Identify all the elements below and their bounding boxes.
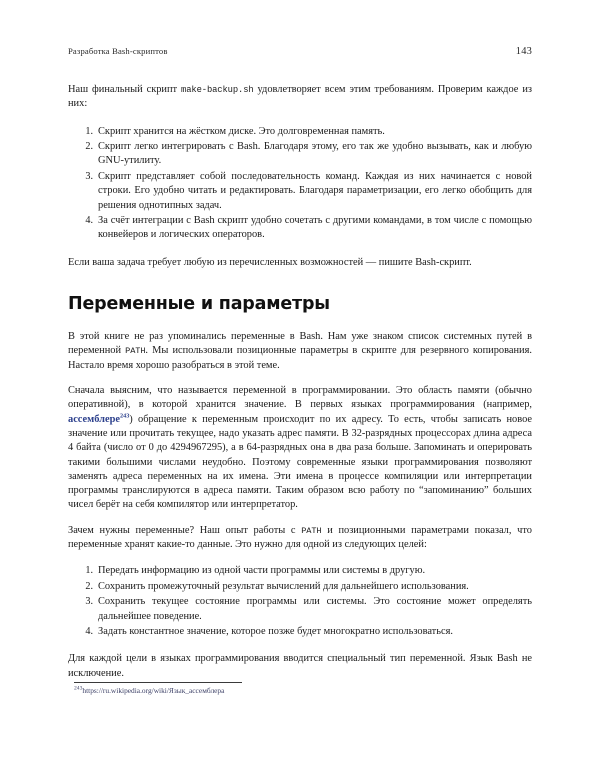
paragraph-path [68, 330, 532, 373]
paragraph-path-part2: . Мы использовали позиционные параметры в скрипте для резервного копирования. Настало время хорошо разобраться в этой теме. [68, 345, 532, 371]
footnote-divider [74, 682, 242, 683]
list-item: Передать информацию из одной части программы или системы в другую. [98, 565, 426, 577]
running-head [68, 46, 532, 57]
list-item: Скрипт хранится на жёстком диске. Это долговременная память. [98, 125, 385, 137]
script-filename-code: make-backup.sh [181, 85, 254, 95]
list-item: Сохранить текущее состояние программы или системы. Это состояние может определять дальнейшее поведение. [98, 596, 532, 622]
paragraph-why-part1: Зачем нужны переменные? Наш опыт работы с [68, 524, 302, 536]
list-item: За счёт интеграции с Bash скрипт удобно сочетать с другими командами, в том числе с помощью конвейеров и логических операторов. [98, 215, 532, 241]
path-variable-code-2: PATH [301, 525, 322, 536]
section-heading: Переменные и параметры [68, 294, 330, 315]
paragraph-variable-definition [68, 384, 532, 513]
assembler-link[interactable]: ассемблере [68, 413, 121, 425]
footnote-area [68, 682, 532, 696]
paragraph-why-variables [68, 524, 532, 553]
intro-text-before: Наш финальный скрипт [68, 84, 182, 95]
paragraph-path-part1: В этой книге не раз упоминались переменные в Bash. Нам уже знаком список системных путей в переменной [68, 331, 532, 357]
footnote-number: 243 [74, 685, 83, 692]
page-number: 143 [515, 46, 532, 57]
footnote-url-link[interactable]: https://ru.wikipedia.org/wiki/Язык_ассемблера [82, 686, 225, 695]
paragraph-variable-part1: Сначала выясним, что называется переменной в программировании. Это область памяти (обычно оперативной), в которой хранится значение. В первых языках программирования (например, [68, 385, 532, 411]
page-content [68, 46, 532, 692]
after-list-paragraph: Если ваша задача требует любую из перечисленных возможностей — пишите Bash-скрипт. [68, 256, 472, 268]
list-item: Скрипт легко интегрировать с Bash. Благодаря этому, его так же удобно вызывать, как и любую GNU-утилиту. [98, 141, 532, 167]
path-variable-code: PATH [125, 346, 146, 357]
list-item: Сохранить промежуточный результат вычислений для дальнейшего использования. [98, 580, 469, 592]
closing-paragraph: Для каждой цели в языках программирования вводится специальный тип переменной. Язык Bash не исключение. [68, 653, 532, 679]
paragraph-variable-part2: ) обращение к переменным происходит по их адресу. То есть, чтобы записать новое значение или прочитать текущее, надо указать адрес памяти. В 32-разрядных процессорах длина адреса 4 байта (число от 0 до 4294967295), а в 64-разрядных она в два раза больше. Запоминать и оперировать такими большими числами неудобно. Поэтому современные языки программирования позволяют заменять адреса переменных на их имена. Эти имена в процессе компиляции или интерпретации программы транслируются в адреса памяти. Таким образом всю работу по “запоминанию” больших чисел берёт на себя компилятор или интерпретатор. [68, 413, 532, 511]
paragraph-why-part2: и позиционными параметрами показал, что переменные хранят какие-то данные. Это нужно для одной из следующих целей: [68, 524, 532, 550]
footnote-reference[interactable]: 243 [120, 412, 130, 420]
purposes-list [68, 564, 532, 639]
running-head-title: Разработка Bash-скриптов [68, 46, 168, 56]
intro-text-after: удовлетворяет всем этим требованиям. Проверим каждое из них: [68, 84, 532, 110]
list-item: Скрипт представляет собой последовательность команд. Каждая из них начинается с новой строки. Его удобно читать и редактировать. Благодаря параметризации, его легко обобщить для решения однотипных задач. [98, 170, 532, 211]
list-item: Задать константное значение, которое позже будет многократно использоваться. [98, 625, 453, 637]
footnote-entry [68, 686, 532, 696]
intro-paragraph [68, 83, 532, 112]
requirements-list [68, 125, 532, 243]
